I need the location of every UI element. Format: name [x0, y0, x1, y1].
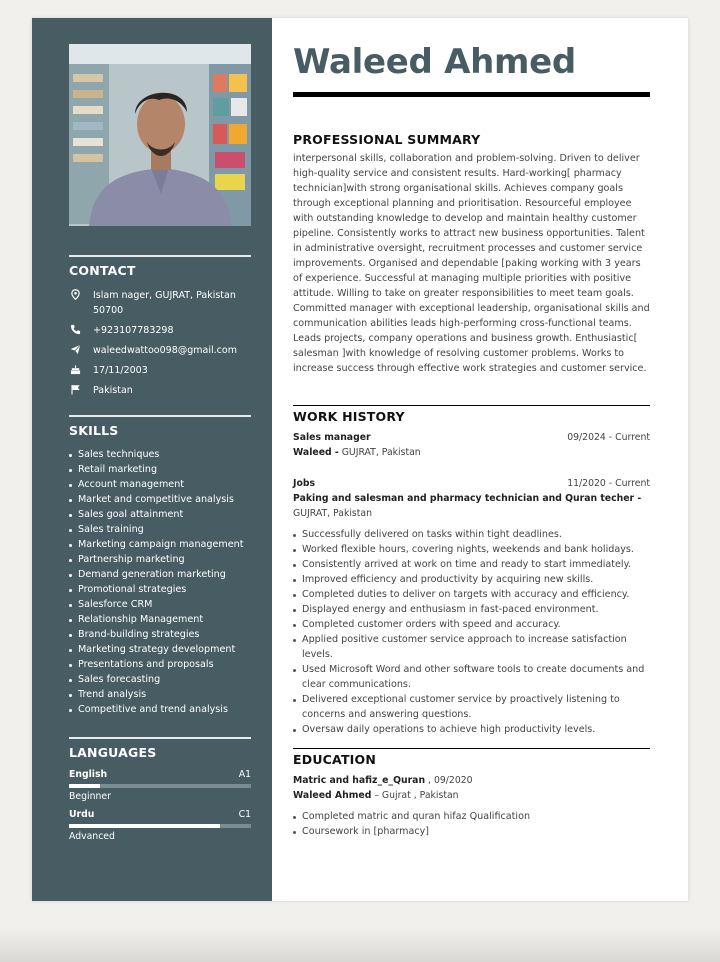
languages-list [69, 769, 251, 843]
skill-item: Demand generation marketing [69, 567, 251, 582]
job-title: Sales manager [293, 432, 371, 443]
language-level: Beginner [69, 791, 111, 802]
page-shadow [0, 928, 720, 962]
name-divider [293, 92, 650, 97]
job-bullet: Successfully delivered on tasks within tight deadlines. [293, 527, 650, 542]
job-bullet: Consistently arrived at work on time and ready to start immediately. [293, 557, 650, 572]
education-bullet: Coursework in [pharmacy] [293, 824, 650, 839]
languages-divider [69, 737, 251, 739]
skill-item: Trend analysis [69, 687, 251, 702]
language-bar-fill [69, 824, 220, 828]
phone-icon [69, 323, 93, 335]
contact-dob [69, 363, 251, 378]
resume-page [32, 18, 688, 901]
education-bullets [293, 809, 650, 839]
education-section [293, 748, 650, 839]
skill-item: Presentations and proposals [69, 657, 251, 672]
job-company: Paking and salesman and pharmacy technician and Quran techer - [293, 493, 642, 504]
skill-item: Sales techniques [69, 447, 251, 462]
education-entry [293, 773, 650, 803]
job-entry [293, 476, 650, 737]
skill-item: Marketing strategy development [69, 642, 251, 657]
language-item [69, 809, 251, 843]
skill-item: Sales training [69, 522, 251, 537]
skill-item: Partnership marketing [69, 552, 251, 567]
job-bullet: Oversaw daily operations to achieve high productivity levels. [293, 722, 650, 737]
job-bullet: Delivered exceptional customer service by proactively listening to concerns and answering questions. [293, 692, 650, 722]
job-bullet: Completed customer orders with speed and accuracy. [293, 617, 650, 632]
work-heading: WORK HISTORY [293, 409, 405, 424]
flag-icon [69, 383, 93, 395]
job-entry [293, 430, 650, 460]
contact-section [69, 255, 251, 403]
job-bullet: Completed duties to deliver on targets with accuracy and efficiency. [293, 587, 650, 602]
skills-list [69, 447, 251, 717]
contact-divider [69, 255, 251, 257]
school-text: Waleed Ahmed [293, 790, 372, 801]
job-title: Jobs [293, 478, 316, 489]
job-bullet: Improved efficiency and productivity by acquiring new skills. [293, 572, 650, 587]
phone-text: +923107783298 [93, 325, 174, 336]
skill-item: Relationship Management [69, 612, 251, 627]
skill-item: Promotional strategies [69, 582, 251, 597]
skill-item: Brand-building strategies [69, 627, 251, 642]
language-bar [69, 824, 251, 828]
email-text: waleedwattoo098@gmail.com [93, 345, 237, 356]
dob-text: 17/11/2003 [93, 365, 148, 376]
sidebar [32, 18, 272, 901]
job-location: GUJRAT, Pakistan [293, 508, 372, 519]
job-company: Waleed - [293, 447, 339, 458]
language-bar [69, 784, 251, 788]
school-location: – Gujrat , Pakistan [371, 790, 459, 801]
skill-item: Sales forecasting [69, 672, 251, 687]
summary-text: interpersonal skills, collaboration and problem-solving. Driven to deliver high-quality service and consistent results. Hard-working[ pharmacy technician]with strong organisational skills. Achieves company goals through exceptional planning and prioritisation. Resourceful employee with outstanding knowledge to develop and maintain healthy customer pipeline. Consistently works to attract new business opportunities. Talent in administrative oversight, recruitment processes and customer service improvements. Organised and dependable [paking working with 3 years of experience. Successful at managing multiple priorities with positive attitude. Willing to take on greater responsibilities to meet team goals. Committed manager with exceptional leadership, organisational skills and communication abilities leads high-performing cross-functional teams. Leads projects, company operations and business growth. Enthusiastic[ salesman ]with knowledge of resolving customer problems. Works to increase success through effective work strategies and customer service. [293, 153, 650, 374]
education-divider [293, 748, 650, 749]
languages-section [69, 737, 251, 849]
job-bullet: Used Microsoft Word and other software tools to create documents and clear communications. [293, 662, 650, 692]
language-name: English [69, 769, 108, 780]
language-code: A1 [238, 769, 251, 780]
language-code: C1 [238, 809, 251, 820]
profile-photo [69, 44, 251, 226]
language-name: Urdu [69, 809, 95, 820]
job-location: GUJRAT, Pakistan [338, 447, 421, 458]
skills-heading: SKILLS [69, 423, 119, 438]
contact-email[interactable] [69, 343, 251, 358]
degree-date: , 09/2020 [425, 775, 473, 786]
birthday-icon [69, 363, 93, 375]
skill-item: Salesforce CRM [69, 597, 251, 612]
skill-item: Competitive and trend analysis [69, 702, 251, 717]
summary-heading: PROFESSIONAL SUMMARY [293, 132, 481, 147]
degree-text: Matric and hafiz_e_Quran [293, 775, 426, 786]
job-dates: 09/2024 - Current [567, 432, 650, 443]
contact-country [69, 383, 251, 398]
language-level: Advanced [69, 831, 115, 842]
skills-section [69, 415, 251, 717]
contact-address [69, 288, 251, 318]
location-icon [69, 288, 93, 300]
skill-item: Retail marketing [69, 462, 251, 477]
summary-section [293, 132, 650, 376]
send-icon [69, 343, 93, 355]
language-item [69, 769, 251, 803]
skill-item: Market and competitive analysis [69, 492, 251, 507]
skill-item: Account management [69, 477, 251, 492]
language-bar-fill [69, 784, 100, 788]
work-divider [293, 405, 650, 406]
country-text: Pakistan [93, 385, 133, 396]
address-text: Islam nager, GUJRAT, Pakistan 50700 [93, 290, 236, 316]
skill-item: Marketing campaign management [69, 537, 251, 552]
work-section [293, 405, 650, 737]
education-bullet: Completed matric and quran hifaz Qualification [293, 809, 650, 824]
job-bullet: Displayed energy and enthusiasm in fast-paced environment. [293, 602, 650, 617]
job-bullet: Applied positive customer service approach to increase satisfaction levels. [293, 632, 650, 662]
job-bullet: Worked flexible hours, covering nights, weekends and bank holidays. [293, 542, 650, 557]
contact-heading: CONTACT [69, 263, 136, 278]
candidate-name: Waleed Ahmed [293, 42, 576, 82]
skills-divider [69, 415, 251, 417]
education-heading: EDUCATION [293, 752, 377, 767]
skill-item: Sales goal attainment [69, 507, 251, 522]
job-dates: 11/2020 - Current [567, 478, 650, 489]
job-bullets [293, 527, 650, 737]
contact-phone[interactable] [69, 323, 251, 338]
languages-heading: LANGUAGES [69, 745, 157, 760]
